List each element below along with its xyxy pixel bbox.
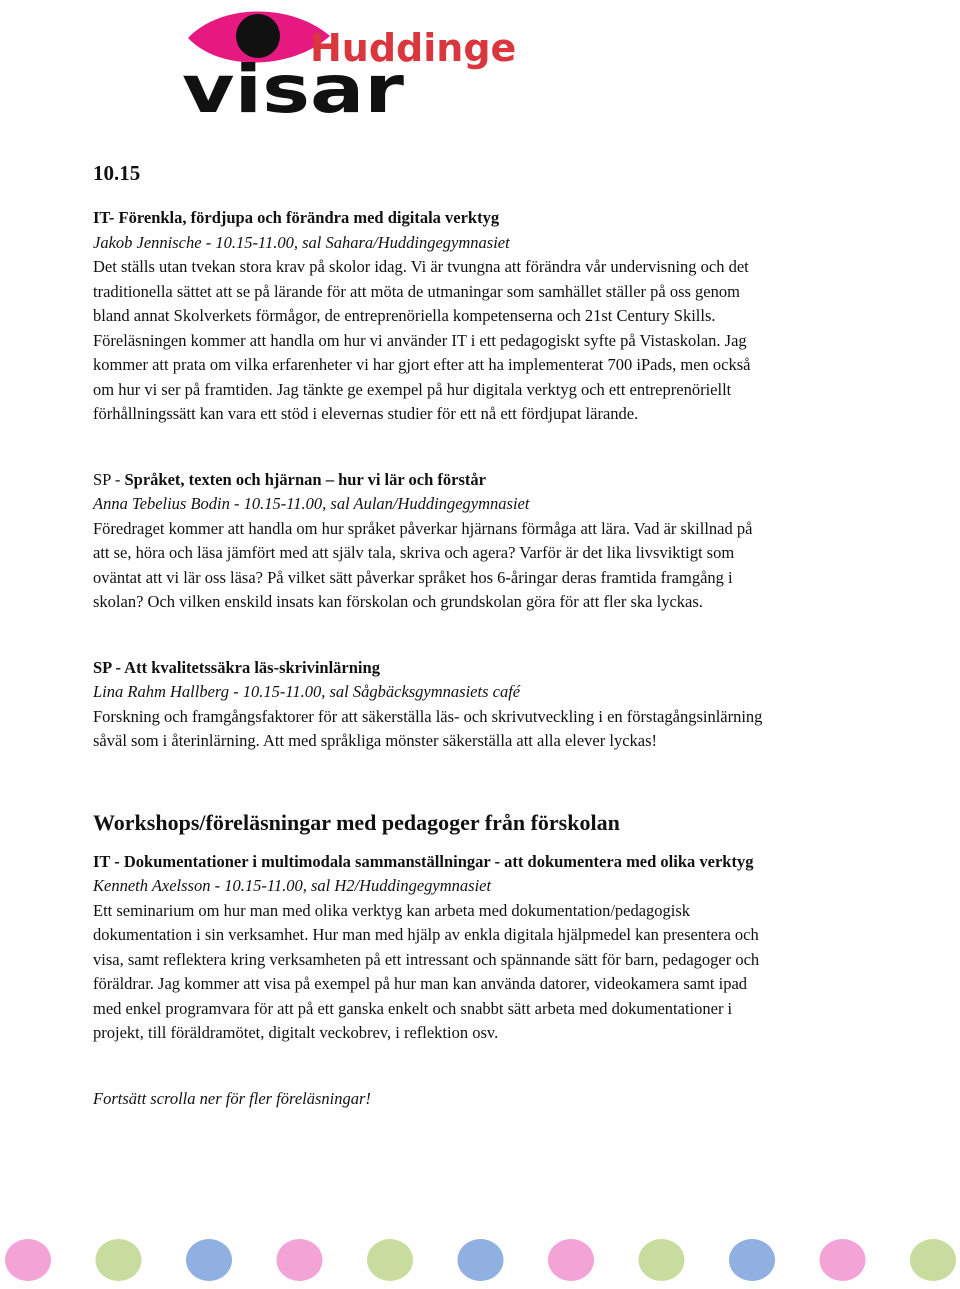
- session-title: IT- Förenkla, fördjupa och förändra med digitala verktyg: [93, 208, 500, 227]
- session-sp-kvalitetssakra: [93, 656, 853, 754]
- session-title-text: Språket, texten och hjärnan – hur vi lär och förstår: [124, 469, 486, 489]
- description-line: förhållningssätt kan vara ett stöd i elevernas studier för ett nå ett fördjupat lärande.: [93, 404, 639, 423]
- session-sp-spraket: [93, 468, 853, 615]
- session-description: [93, 705, 853, 754]
- description-line: dokumentation i sin verksamhet. Hur man med hjälp av enkla digitala hjälpmedel kan presentera och: [93, 925, 759, 944]
- decorative-dot: [548, 1239, 594, 1281]
- huddinge-visar-logo: [180, 6, 520, 118]
- description-line: projekt, till föräldramötet, digitalt veckobrev, i reflektion osv.: [93, 1023, 499, 1042]
- decorative-dot: [367, 1239, 413, 1281]
- logo-text-huddinge: Huddinge: [310, 26, 517, 70]
- decorative-dot: [96, 1239, 142, 1281]
- session-speaker: Jakob Jennische - 10.15-11.00, sal Sahara/Huddingegymnasiet: [93, 232, 510, 252]
- description-line: att se, höra och läsa jämfört med att själv tala, skriva och agera? Varför är det lika livsviktigt som: [93, 543, 735, 562]
- document-content: [93, 158, 853, 1111]
- time-heading: 10.15: [93, 161, 141, 185]
- decorative-dot: [910, 1239, 956, 1281]
- description-line: bland annat Skolverkets förmågor, de entreprenöriella kompetenserna och 21st Century Skills.: [93, 306, 716, 325]
- section-heading: Workshops/föreläsningar med pedagoger från förskolan: [93, 809, 620, 835]
- session-description: [93, 255, 853, 427]
- description-line: visa, samt reflektera kring verksamheten på ett intressant och spännande sätt för barn, pedagoger och: [93, 949, 760, 969]
- decorative-dot: [820, 1239, 866, 1281]
- session-speaker: Kenneth Axelsson - 10.15-11.00, sal H2/Huddingegymnasiet: [93, 876, 492, 895]
- session-description: [93, 899, 853, 1046]
- decorative-dots-row: [0, 1235, 960, 1285]
- closing-note: Fortsätt scrolla ner för fler föreläsningar!: [93, 1088, 371, 1108]
- description-line: Ett seminarium om hur man med olika verktyg kan arbeta med dokumentation/pedagogisk: [93, 900, 691, 920]
- description-line: med enkel programvara för att på ett ganska enkelt och snabbt sätt arbeta med dokumentationer i: [93, 998, 733, 1018]
- description-line: föräldrar. Jag kommer att visa på exempel på hur man kan använda datorer, videokamera samt ipad: [93, 974, 748, 993]
- logo-graphic: [180, 6, 520, 118]
- decorative-dot: [186, 1239, 232, 1281]
- session-speaker: Anna Tebelius Bodin - 10.15-11.00, sal Aulan/Huddingegymnasiet: [93, 494, 530, 513]
- description-line: om hur vi ser på framtiden. Jag tänkte ge exempel på hur digitala verktyg och ett entreprenöriellt: [93, 379, 732, 399]
- session-speaker: Lina Rahm Hallberg - 10.15-11.00, sal Sågbäcksgymnasiets café: [93, 682, 521, 701]
- session-title: IT - Dokumentationer i multimodala sammanställningar - att dokumentera med olika verktyg: [93, 851, 754, 871]
- description-line: Forskning och framgångsfaktorer för att säkerställa läs- och skrivutveckling i en förstagångsinlärning: [93, 706, 763, 726]
- description-line: såväl som i återinlärning. Att med språkliga mönster säkerställa att alla elever lyckas!: [93, 731, 658, 750]
- session-it-forenkla: [93, 206, 853, 427]
- session-it-dokumentationer: [93, 850, 853, 1046]
- session-title-prefix: SP -: [93, 469, 125, 489]
- decorative-dot: [5, 1239, 51, 1281]
- decorative-dot: [277, 1239, 323, 1281]
- decorative-dot: [458, 1239, 504, 1281]
- description-line: Föredraget kommer att handla om hur språket påverkar hjärnans förmåga att lära. Vad är skillnad på: [93, 518, 753, 538]
- session-description: [93, 517, 853, 615]
- logo-text-visar: visar: [182, 51, 405, 118]
- session-title: SP - Att kvalitetssäkra läs-skrivinlärning: [93, 657, 380, 677]
- description-line: Det ställs utan tvekan stora krav på skolor idag. Vi är tvungna att förändra vår undervisning och det: [93, 257, 749, 276]
- description-line: kommer att prata om vilka erfarenheter vi har gjort efter att ha implementerat 700 iPads, men också: [93, 355, 751, 374]
- session-title: [93, 468, 853, 493]
- description-line: oväntat att vi lär oss läsa? På vilket sätt påverkar språket hos 6-åringar deras framtida framgång i: [93, 567, 733, 587]
- decorative-dot: [729, 1239, 775, 1281]
- decorative-dot: [639, 1239, 685, 1281]
- description-line: skolan? Och vilken enskild insats kan förskolan och grundskolan göra för att fler ska lyckas.: [93, 592, 703, 611]
- description-line: traditionella sättet att se på lärande för att möta de utmaningar som samhället ställer på oss genom: [93, 281, 740, 301]
- description-line: Föreläsningen kommer att handla om hur vi använder IT i ett pedagogiskt syfte på Vistaskolan. Jag: [93, 330, 747, 350]
